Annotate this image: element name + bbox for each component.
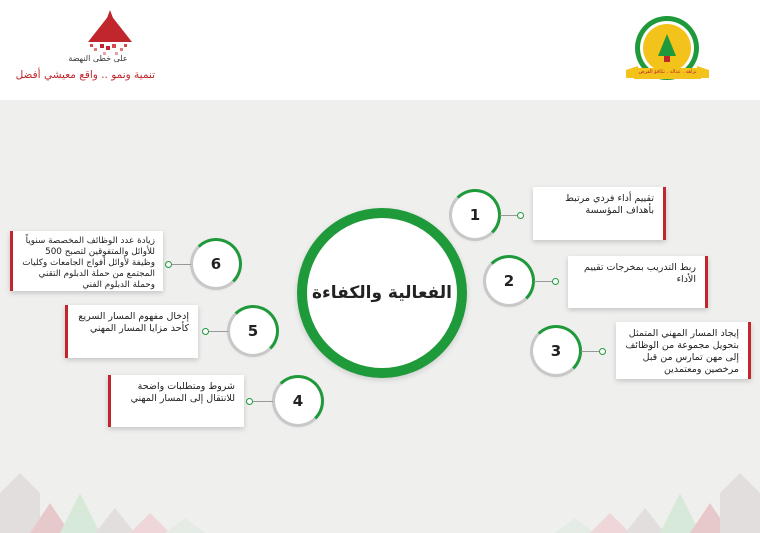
step-4-card	[108, 375, 244, 427]
step-2-dot	[552, 278, 559, 285]
step-1-card	[533, 187, 666, 240]
step-5-card	[65, 305, 198, 358]
step-2-text: ربط التدريب بمخرجات تقييم الأداء	[584, 262, 696, 285]
step-3-connector	[581, 351, 601, 352]
step-4-number: 4	[275, 378, 321, 424]
step-5-connector	[207, 331, 228, 332]
nahda-logo	[60, 6, 160, 96]
center-circle	[297, 208, 467, 378]
step-4-dot	[246, 398, 253, 405]
step-1-dot	[517, 212, 524, 219]
nahda-emblem-icon	[80, 8, 140, 60]
right-pattern-decoration	[530, 463, 760, 533]
step-3-text: إيجاد المسار المهني المتمثل بتحويل مجموعة من الوظائف إلى مهن تمارس من قبل مرخصين ومعتمدين	[625, 328, 739, 375]
step-6-card	[10, 231, 163, 291]
step-3-number: 3	[533, 328, 579, 374]
center-title: الفعالية والكفاءة	[312, 283, 452, 303]
civil-service-logo	[620, 12, 715, 90]
nahda-tagline: تنمية ونمو .. واقع معيشي أفضل	[15, 69, 155, 81]
step-1-number: 1	[452, 192, 498, 238]
step-3-card	[616, 322, 751, 379]
step-2-number: 2	[486, 258, 532, 304]
civil-service-emblem-icon	[620, 12, 715, 90]
left-pattern-decoration	[0, 463, 230, 533]
header-bar	[0, 0, 760, 100]
step-5-dot	[202, 328, 209, 335]
step-4-connector	[251, 401, 273, 402]
step-2-card	[568, 256, 708, 308]
step-1-text: تقييم أداء فردي مرتبط بأهداف المؤسسة	[565, 193, 654, 216]
step-6-text: زيادة عدد الوظائف المخصصة سنوياً للأوائل والمتفوقين لتصبح 500 وظيفة لأوائل أفواج الجامعات وكليات المجتمع من حملة الدبلوم التقني وحملة الدبلوم الفني	[22, 236, 155, 290]
step-6-connector	[170, 264, 191, 265]
step-3-dot	[599, 348, 606, 355]
step-5-text: إدخال مفهوم المسار السريع كأحد مزايا المسار المهني	[78, 311, 189, 334]
step-2-connector	[534, 281, 554, 282]
step-5-number: 5	[230, 308, 276, 354]
step-6-number: 6	[193, 241, 239, 287]
nahda-subtitle: على خطى النهضة	[68, 54, 128, 63]
step-6-dot	[165, 261, 172, 268]
civil-service-ribbon: نزاهة . عدالة . تكافؤ الفرص	[638, 69, 697, 75]
step-4-text: شروط ومتطلبات واضحة للانتقال إلى المسار المهني	[130, 381, 235, 404]
